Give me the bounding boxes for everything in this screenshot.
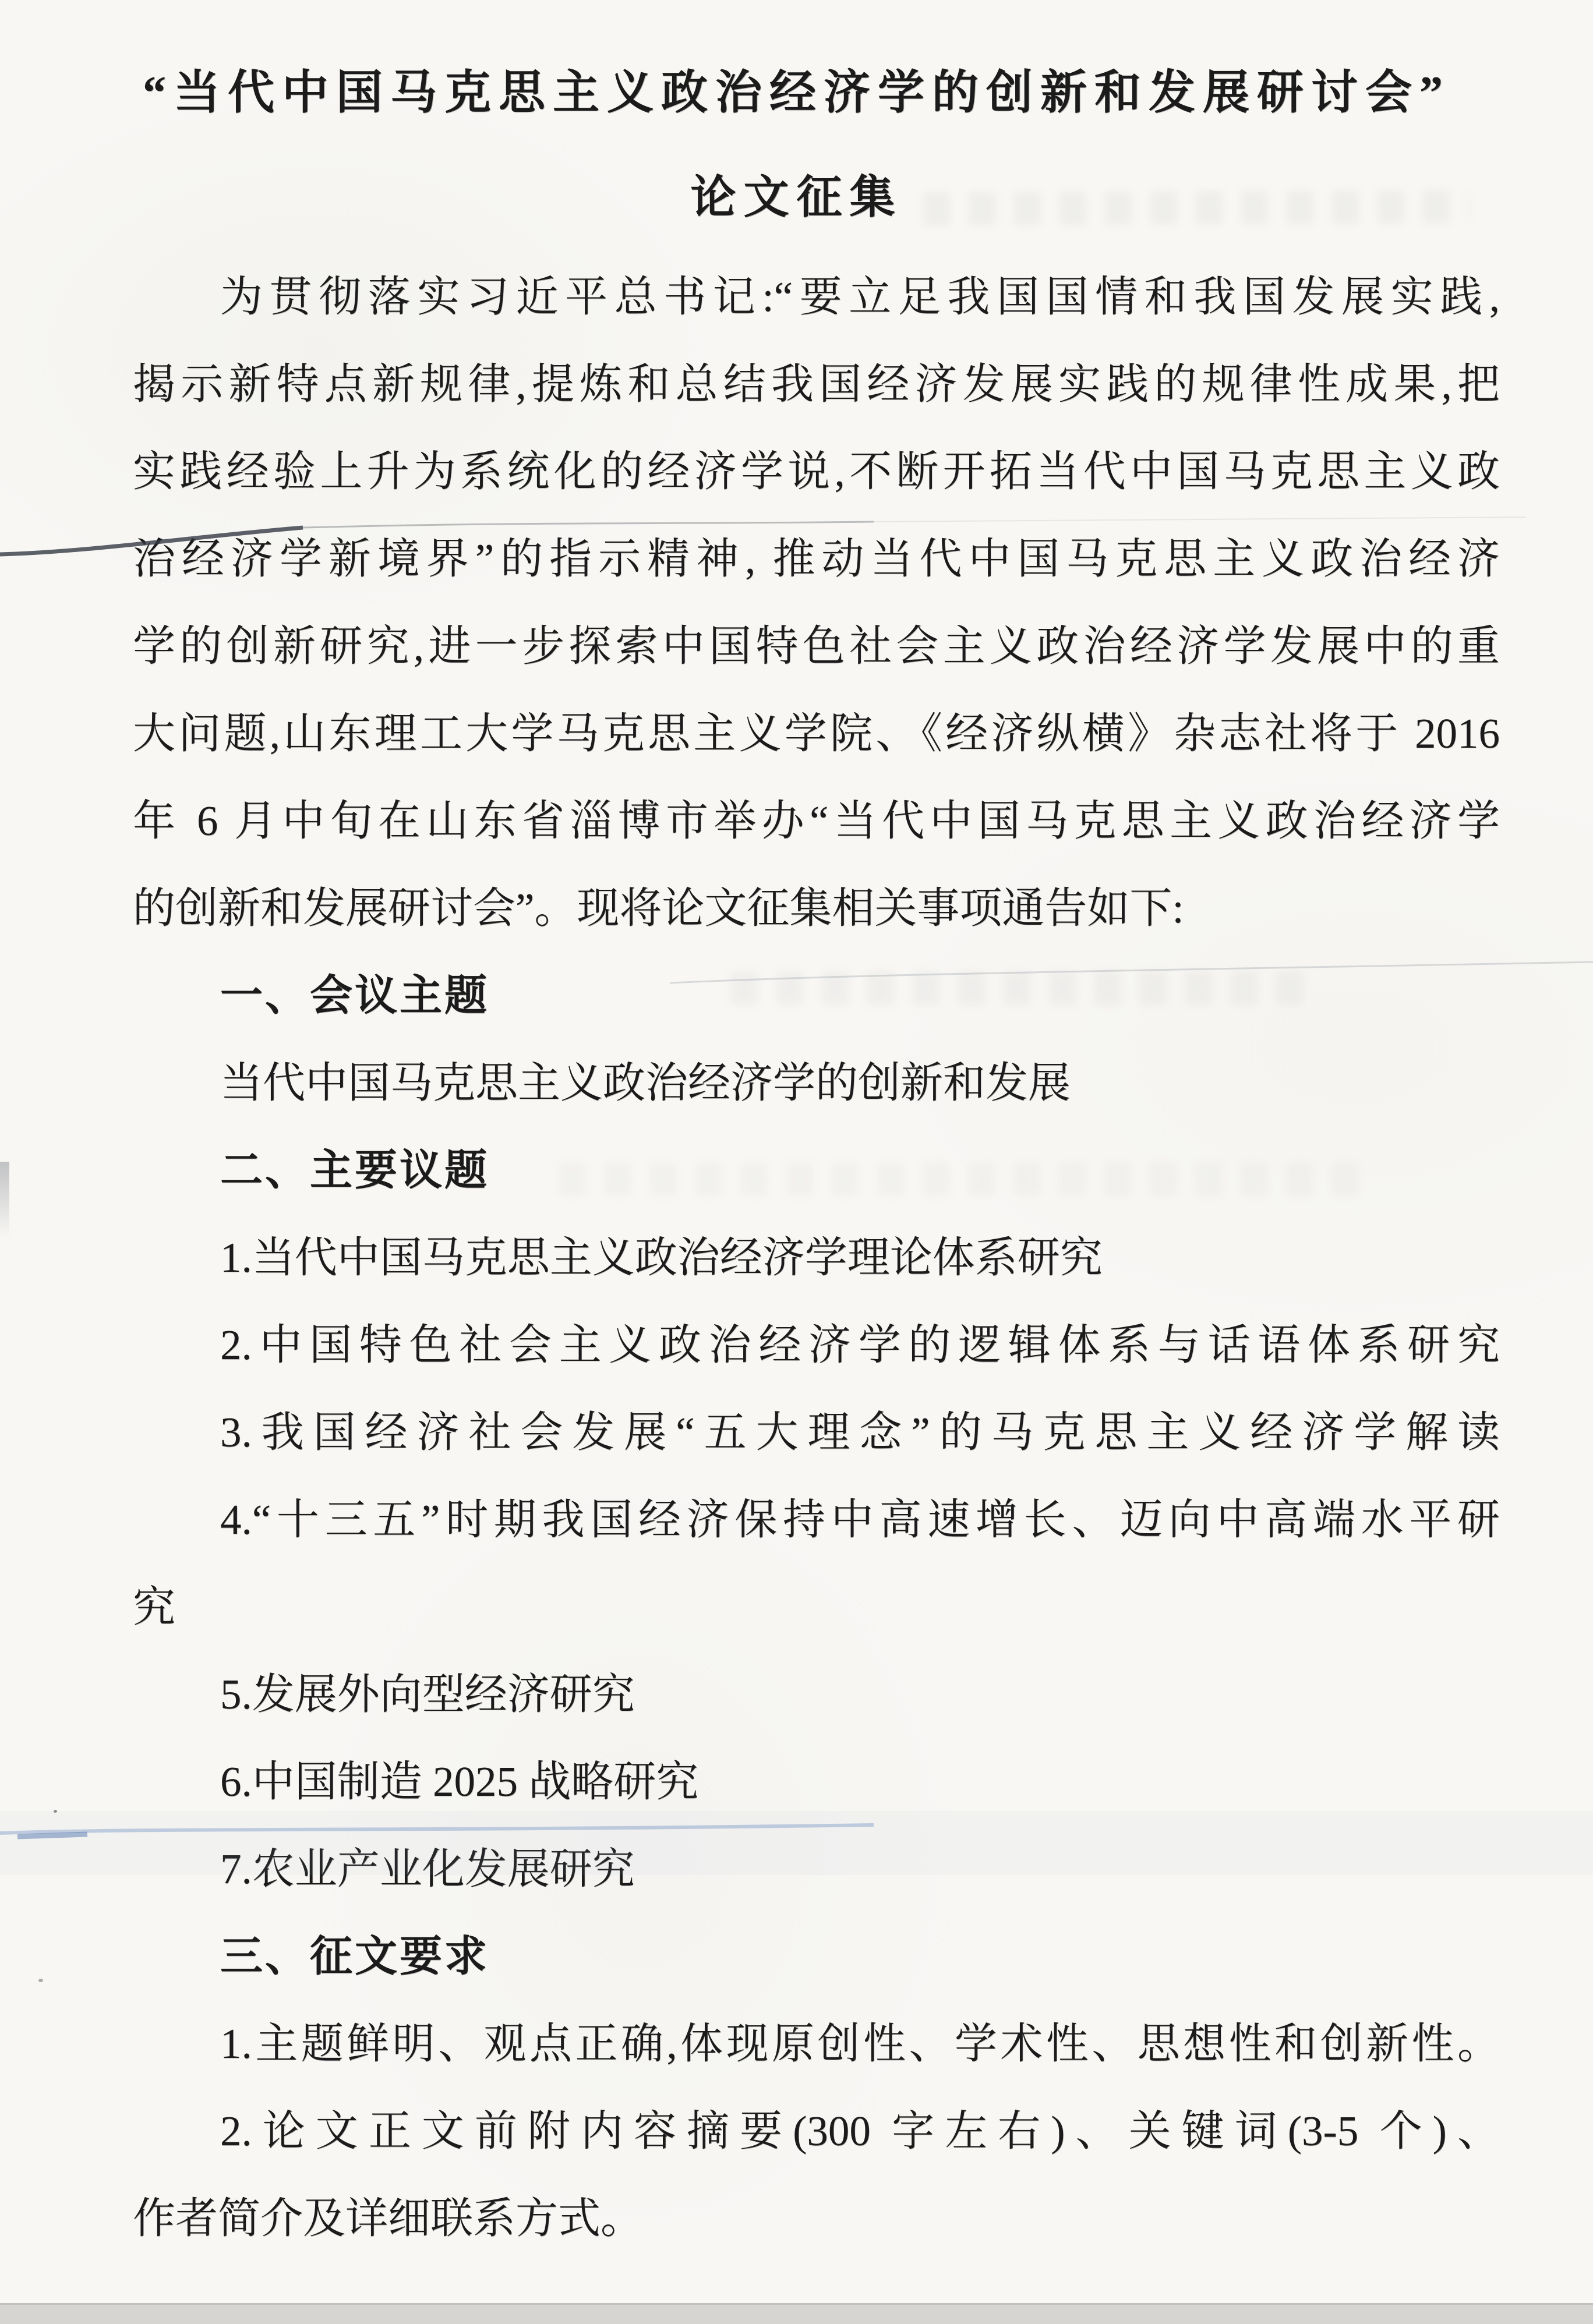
section-heading-main-topics: 二、主要议题 (220, 1147, 489, 1194)
intro-line-6: 大问题,山东理工大学马克思主义学院、《经济纵横》杂志社将于 2016 (133, 710, 1500, 757)
intro-line-2: 揭示新特点新规律,提炼和总结我国经济发展实践的规律性成果,把 (133, 360, 1500, 408)
document-body (133, 253, 1500, 2262)
intro-line-8: 的创新和发展研讨会”。现将论文征集相关事项通告如下: (133, 885, 1184, 932)
topic-item-2: 2.中国特色社会主义政治经济学的逻辑体系与话语体系研究 (220, 1321, 1500, 1368)
document-title-line-1: “当代中国马克思主义政治经济学的创新和发展研讨会” (143, 68, 1450, 119)
intro-line-7: 年 6 月中旬在山东省淄博市举办“当代中国马克思主义政治经济学 (133, 797, 1500, 844)
topic-item-7: 7.农业产业化发展研究 (220, 1845, 635, 1893)
intro-line-5: 学的创新研究,进一步探索中国特色社会主义政治经济学发展中的重 (133, 622, 1500, 670)
requirement-item-2-continuation: 作者简介及详细联系方式。 (133, 2195, 643, 2242)
conference-theme: 当代中国马克思主义政治经济学的创新和发展 (220, 1059, 1071, 1106)
intro-line-4: 治经济学新境界”的指示精神, 推动当代中国马克思主义政治经济 (133, 535, 1500, 582)
scanner-bottom-band (0, 2303, 1593, 2324)
section-heading-meeting-theme: 一、会议主题 (220, 972, 489, 1019)
topic-item-3: 3.我国经济社会发展“五大理念”的马克思主义经济学解读 (220, 1409, 1500, 1456)
topic-item-6: 6.中国制造 2025 战略研究 (220, 1758, 699, 1805)
topic-item-1: 1.当代中国马克思主义政治经济学理论体系研究 (220, 1234, 1103, 1281)
section-heading-submission-requirements: 三、征文要求 (220, 1933, 489, 1980)
requirement-item-1: 1.主题鲜明、观点正确,体现原创性、学术性、思想性和创新性。 (220, 2020, 1500, 2067)
topic-item-4-continuation: 究 (133, 1583, 175, 1630)
requirement-item-2: 2.论文正文前附内容摘要(300 字左右)、关键词(3-5 个)、 (220, 2107, 1500, 2155)
topic-item-4: 4.“十三五”时期我国经济保持中高速增长、迈向中高端水平研 (220, 1496, 1500, 1543)
intro-line-1: 为贯彻落实习近平总书记:“要立足我国国情和我国发展实践, (220, 273, 1500, 320)
intro-line-3: 实践经验上升为系统化的经济学说,不断开拓当代中国马克思主义政 (133, 448, 1500, 495)
left-edge-smudge (0, 1162, 9, 1237)
ink-speck (54, 1810, 57, 1813)
document-title-line-2: 论文征集 (690, 172, 903, 222)
ink-speck (38, 1979, 43, 1982)
blue-streak-dash (17, 1834, 87, 1837)
topic-item-5: 5.发展外向型经济研究 (220, 1671, 635, 1718)
